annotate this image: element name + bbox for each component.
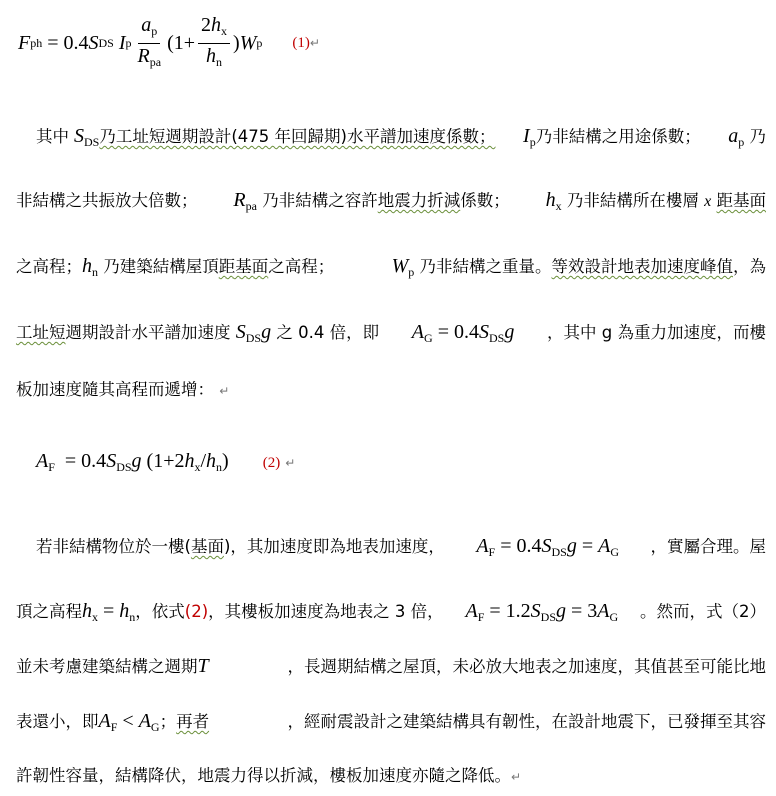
p1-line-2: 非結構之共振放大倍數； $R_{pa}$ 乃非結構之容許地震力折減係數； $h_x$ 乃非結構所在樓層 x 距基面 (16, 189, 766, 213)
return-mark-icon: ↵ (285, 456, 296, 470)
equation-2-number: (2) (262, 455, 281, 471)
p2-line-1: 若非結構物位於一樓(基面)，其加速度即為地表加速度， $A_F = 0.4S_{DS}g = A_G$ ，實屬合理。屋 (36, 535, 766, 559)
fraction-2hx-hn: $\frac{2h_x}{h_n}$ (198, 13, 230, 74)
return-mark-icon: ↵ (309, 36, 320, 50)
p2-line-3: 並未考慮建築結構之週期T ，長週期結構之屋頂，未必放大地表之加速度，其值甚至可能比地 (16, 655, 766, 677)
fraction-ap-rpa: $\frac{a_p}{R_{pa}}$ (137, 13, 162, 69)
equation-2: $A_F = 0.4S_{DS}g$ $(1+2h_x/h_n)$ (2) ↵ (36, 450, 296, 474)
p2-line-5: 許韌性容量，結構降伏，地震力得以折減，樓板加速度亦隨之降低。↵ (16, 766, 522, 785)
p1-line-3: 之高程；$h_n$ 乃建築結構屋頂距基面之高程； $W_p$ 乃非結構之重量。等效設計地表加速度峰值，為 (16, 255, 766, 279)
equation-1-number: (1) (292, 34, 310, 51)
equation-1: F ph = 0.4 S DS I p $\frac{a_p}{R_{pa}}$ (1+ $\frac{2h_x}{h_n}$ ) W p (1) ↵ (18, 12, 320, 74)
return-mark-icon: ↵ (511, 770, 522, 784)
p2-line-4: 表還小，即$A_F < A_G$；再者 ，經耐震設計之建築結構具有韌性，在設計地震下，已發揮至其容 (16, 710, 766, 734)
p1-line-4: 工址短週期設計水平譜加速度 $S_{DS}g$ 之 0.4 倍，即 $A_G = 0.4S_{DS}g$ ，其中 g 為重力加速度，而樓 (16, 321, 766, 345)
p1-line-1: 其中 $S_{DS}$乃工址短週期設計(475 年回歸期)水平譜加速度係數； $I_p$乃非結構之用途係數； $a_p$ 乃 (36, 125, 766, 149)
p1-line-5: 板加速度隨其高程而遞增： ↵ (16, 380, 230, 399)
return-mark-icon: ↵ (219, 384, 230, 398)
p2-line-2: 頂之高程$h_x = h_n$，依式(2)，其樓板加速度為地表之 3 倍， $A_F = 1.2S_{DS}g = 3A_G$ 。然而，式（2） (16, 600, 766, 624)
